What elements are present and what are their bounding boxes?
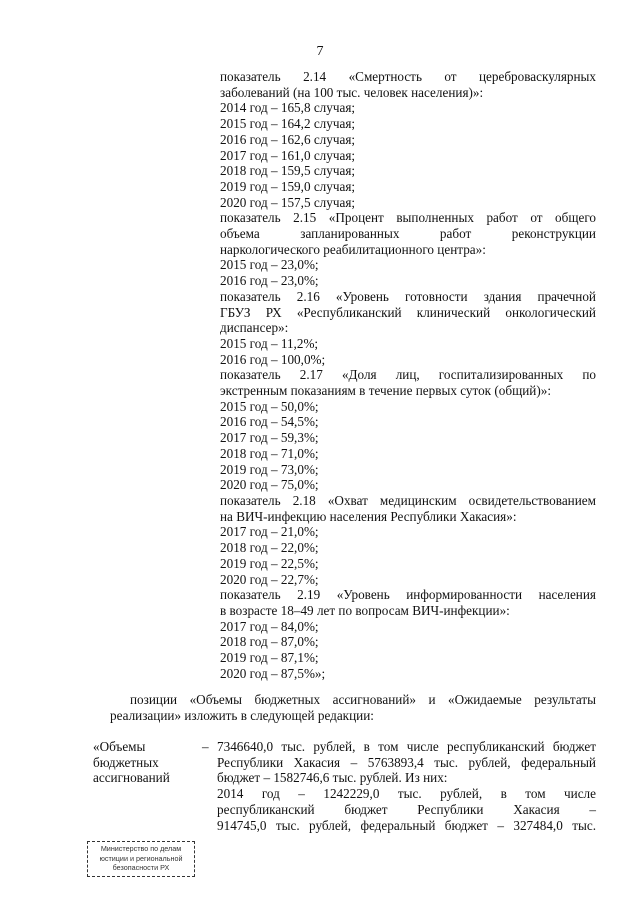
stamp-line: Министерство по делам	[100, 844, 182, 853]
budget-value-line: 914745,0 тыс. рублей, федеральный бюджет – 327484,0 тыс.	[217, 817, 596, 833]
text-line: 2020 год – 157,5 случая;	[220, 194, 356, 210]
text-line: ГБУЗ РХ «Республиканский клинический онкологический	[220, 304, 596, 320]
text-line: объема запланированных работ реконструкции	[220, 226, 596, 242]
intro-line-1: позиции «Объемы бюджетных ассигнований» и «Ожидаемые результаты	[130, 692, 596, 707]
text-line: 2018 год – 71,0%;	[220, 445, 319, 461]
text-line: в возрасте 18–49 лет по вопросам ВИЧ-инфекции»:	[220, 602, 510, 618]
text-line: 2018 год – 87,0%;	[220, 634, 319, 650]
budget-value-line: бюджет – 1582746,6 тыс. рублей. Из них:	[217, 770, 448, 786]
budget-value-line: Республики Хакасия – 5763893,4 тыс. рублей, федеральный	[217, 754, 596, 770]
budget-value-line: 7346640,0 тыс. рублей, в том числе республиканский бюджет	[217, 739, 596, 754]
text-line: 2015 год – 23,0%;	[220, 257, 319, 273]
budget-label-line: бюджетных	[93, 754, 159, 770]
text-line: 2018 год – 159,5 случая;	[220, 163, 356, 179]
text-line: 2015 год – 164,2 случая;	[220, 116, 356, 132]
text-line: 2016 год – 54,5%;	[220, 414, 319, 430]
text-line: 2017 год – 59,3%;	[220, 430, 319, 446]
text-line: 2015 год – 11,2%;	[220, 335, 319, 351]
budget-value-line: республиканский бюджет Республики Хакасия –	[217, 801, 596, 817]
text-line: 2019 год – 159,0 случая;	[220, 178, 356, 194]
text-line: 2017 год – 161,0 случая;	[220, 147, 356, 163]
text-line: 2020 год – 22,7%;	[220, 571, 319, 587]
text-line: 2017 год – 21,0%;	[220, 524, 319, 540]
text-line: наркологического реабилитационного центра»:	[220, 241, 486, 257]
budget-label-line: ассигнований	[93, 770, 170, 786]
stamp-line: юстиции и региональной	[99, 853, 183, 863]
text-line: показатель 2.16 «Уровень готовности здания прачечной	[220, 288, 596, 304]
text-line: 2019 год – 73,0%;	[220, 461, 319, 477]
text-line: диспансер»:	[220, 320, 289, 336]
ministry-stamp	[87, 841, 195, 877]
text-line: показатель 2.19 «Уровень информированности населения	[220, 587, 596, 603]
budget-label-line: «Объемы	[93, 739, 146, 754]
budget-dash: –	[202, 739, 209, 754]
text-line: 2017 год – 84,0%;	[220, 618, 319, 634]
text-line: 2016 год – 23,0%;	[220, 273, 319, 289]
text-line: заболеваний (на 100 тыс. человек населения)»:	[220, 84, 484, 100]
stamp-line: безопасности РХ	[112, 863, 170, 872]
text-line: 2014 год – 165,8 случая;	[220, 100, 356, 116]
text-line: показатель 2.15 «Процент выполненных работ от общего	[220, 210, 596, 226]
intro-paragraph	[110, 692, 596, 723]
text-line: 2020 год – 87,5%»;	[220, 665, 326, 681]
indicators-block	[220, 69, 596, 681]
text-line: 2016 год – 100,0%;	[220, 351, 326, 367]
budget-value-line: 2014 год – 1242229,0 тыс. рублей, в том числе	[217, 786, 596, 802]
page-number: 7	[316, 44, 324, 59]
text-line: экстренным показаниям в течение первых суток (общий)»:	[220, 383, 551, 399]
text-line: показатель 2.17 «Доля лиц, госпитализированных по	[220, 367, 596, 383]
budget-label-cell	[93, 739, 198, 786]
text-line: на ВИЧ-инфекцию населения Республики Хакасия»:	[220, 508, 517, 524]
budget-value-cell	[217, 739, 596, 833]
text-line: 2019 год – 87,1%;	[220, 650, 319, 666]
intro-line-2: реализации» изложить в следующей редакции:	[110, 707, 374, 723]
text-line: показатель 2.18 «Охват медицинским освидетельствованием	[220, 492, 596, 508]
text-line: показатель 2.14 «Смертность от цереброваскулярных	[220, 69, 596, 84]
text-line: 2016 год – 162,6 случая;	[220, 131, 356, 147]
text-line: 2020 год – 75,0%;	[220, 477, 319, 493]
text-line: 2015 год – 50,0%;	[220, 398, 319, 414]
text-line: 2019 год – 22,5%;	[220, 555, 319, 571]
text-line: 2018 год – 22,0%;	[220, 540, 319, 556]
